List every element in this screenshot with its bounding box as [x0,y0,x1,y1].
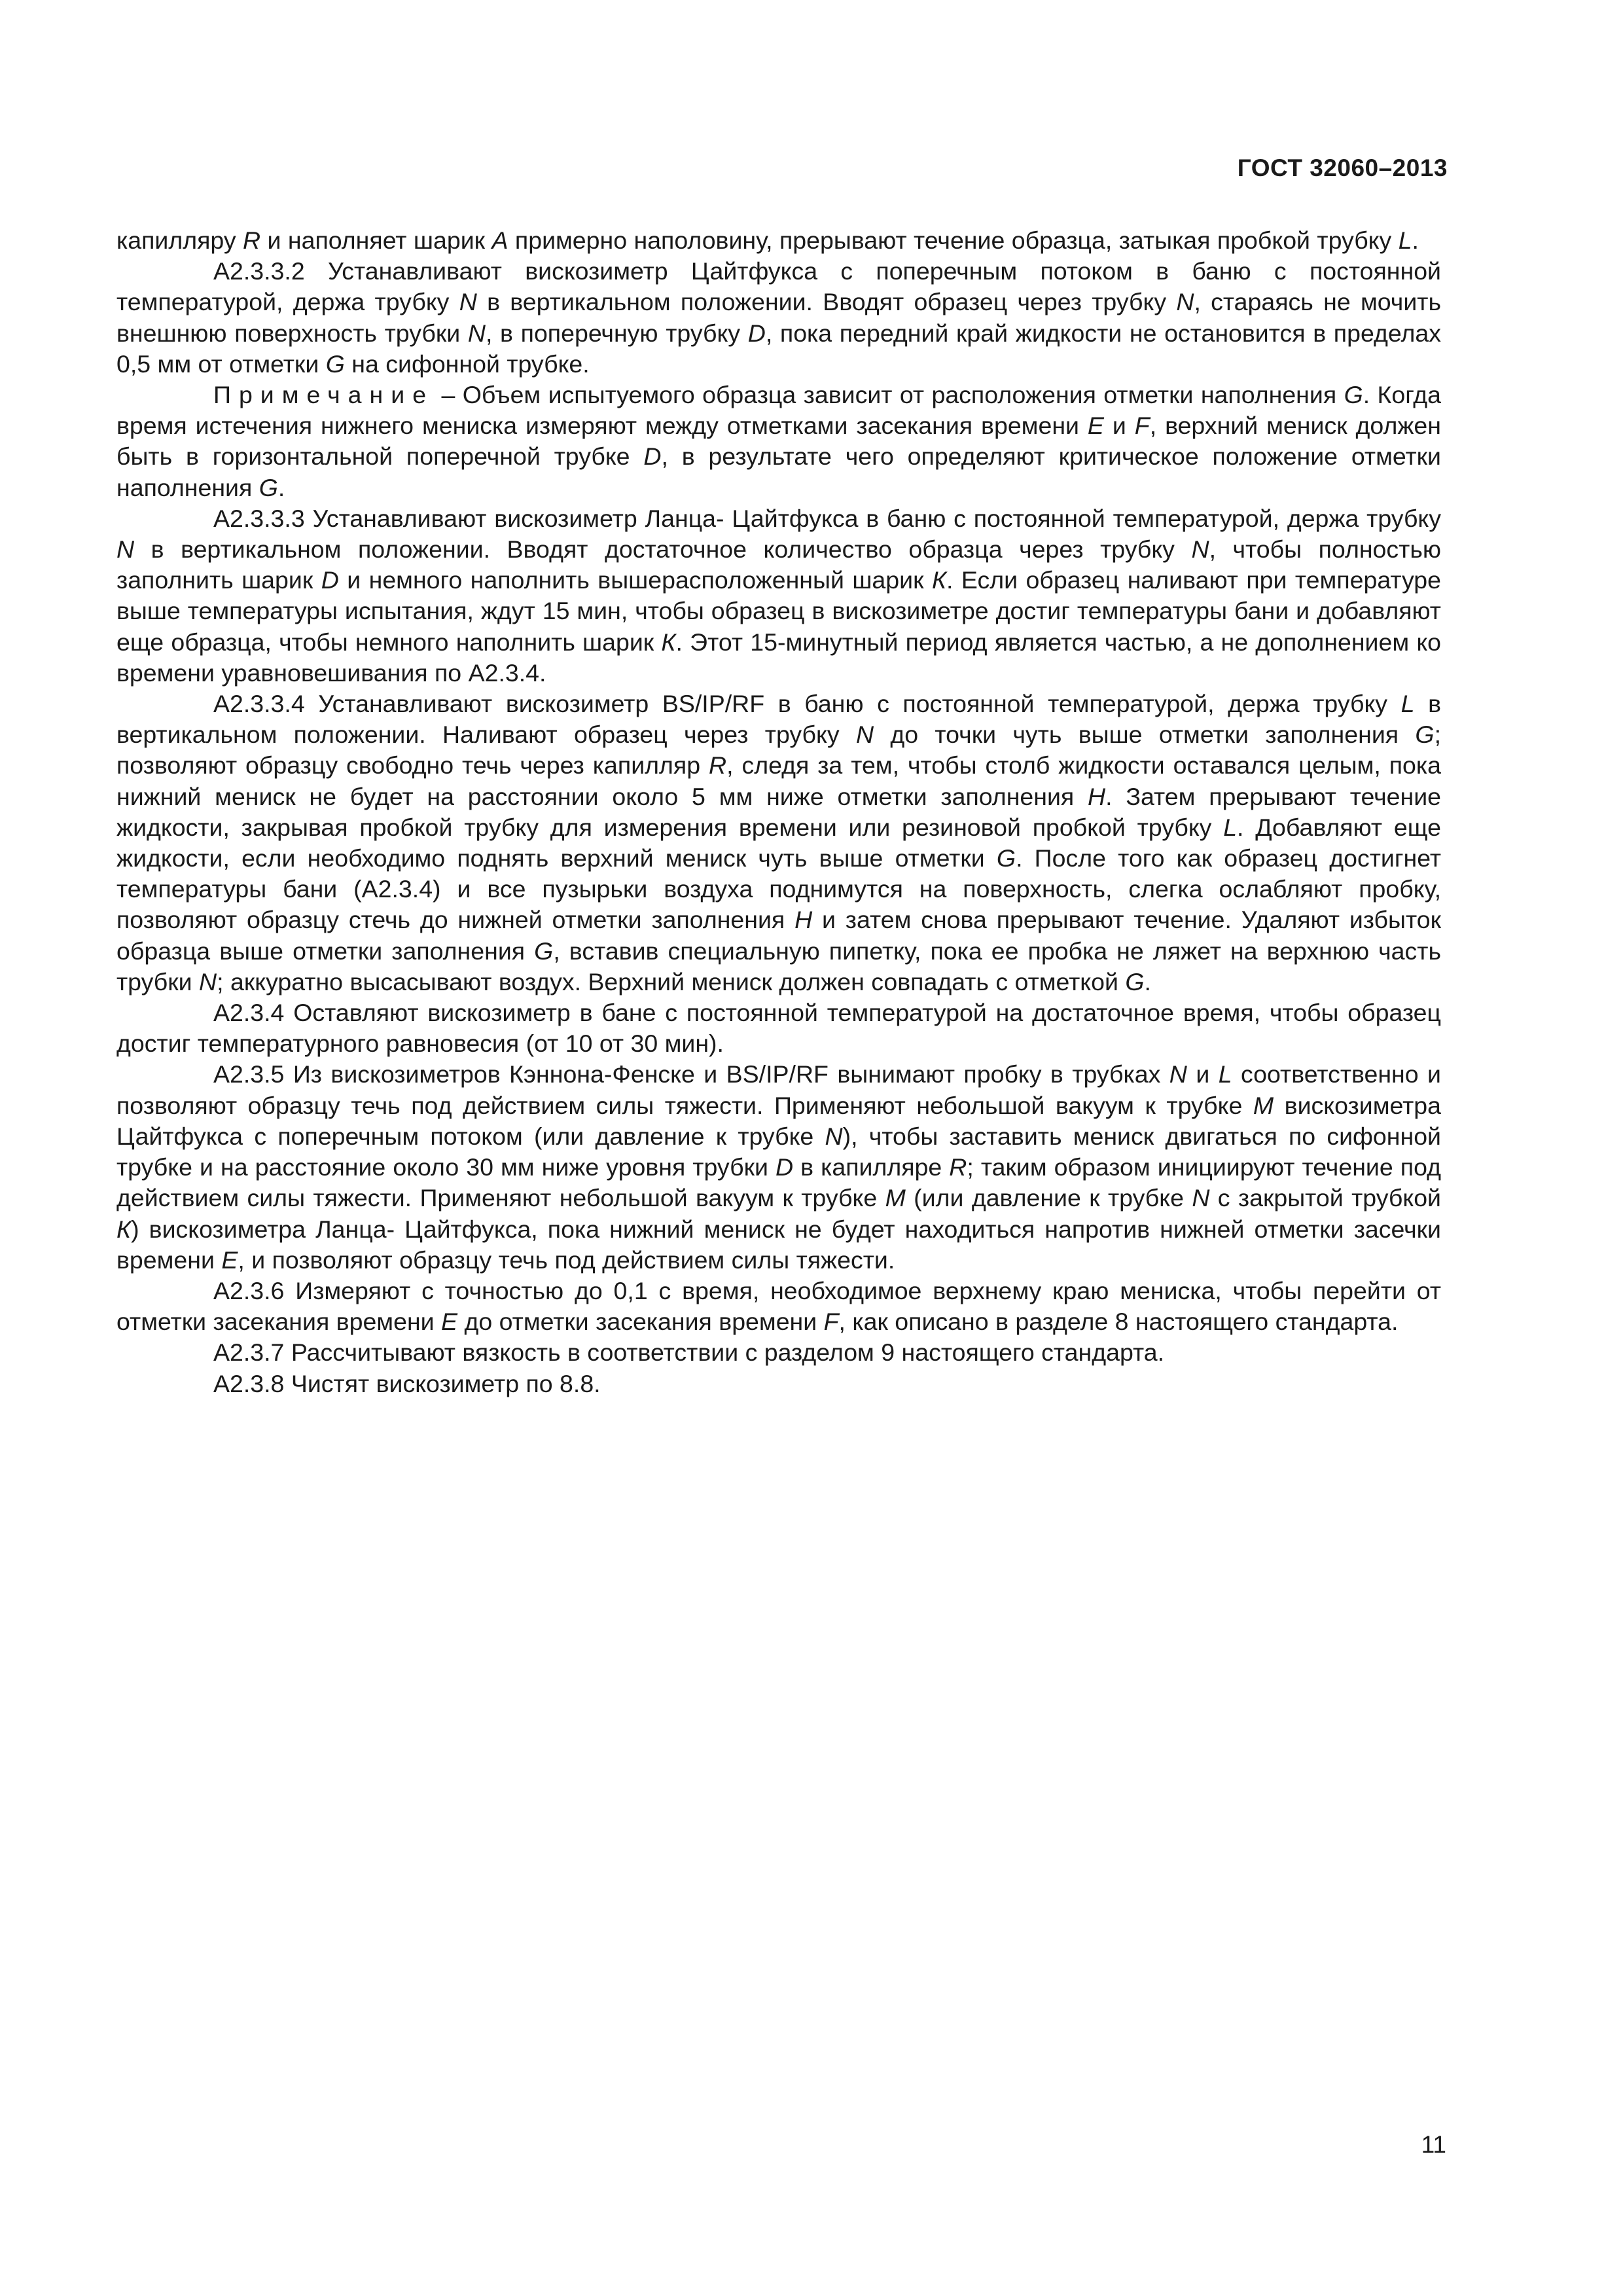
text-run: на сифонной трубке. [344,350,590,378]
paragraph-p2 [116,380,1441,503]
text-run: ), чтобы заставить мениск двигаться по сифонной трубке и на расстояние около 30 мм ниже уровня трубки [116,1122,1441,1181]
paragraph-p0 [116,225,1441,256]
text-run: в вертикальном положении. Вводят образец через трубку [476,288,1177,316]
text-run: в вертикальном положении. Наливают образец через трубку [116,690,1442,749]
italic-symbol: G [1415,721,1435,749]
text-run: вискозиметра Цайтфукса с поперечным потоком (или давление к трубке [116,1091,1441,1150]
text-run: . [1412,226,1419,254]
italic-symbol: N [116,535,135,564]
italic-symbol: N [825,1122,843,1150]
italic-symbol: D [775,1153,794,1181]
text-run: , верхний мениск должен быть в горизонтальной поперечной трубке [116,412,1441,471]
text-run: ; позволяют образцу свободно течь через капилляр [116,721,1441,780]
text-run: . Затем прерывают течение жидкости, закрывая пробкой трубку для измерения времени или резиновой пробкой трубку [116,782,1441,841]
text-run: ; аккуратно высасывают воздух. Верхний мениск должен совпадать с отметкой [217,967,1126,996]
text-run: . Когда время истечения нижнего мениска измеряют между отметками засекания времени [116,381,1441,440]
italic-symbol: D [747,319,766,347]
italic-symbol: М [1253,1091,1274,1119]
italic-symbol: Е [1087,412,1104,440]
italic-symbol: D [643,442,662,471]
italic-symbol: G [259,473,278,501]
text-run: А2.3.4 Оставляют вискозиметр в бане с постоянной температурой на достаточное время, чтобы образец достиг температурного равновесия (от 10 от 30 мин). [116,999,1441,1058]
text-run: с закрытой трубкой [1209,1184,1441,1212]
text-run: , и позволяют образцу течь под действием силы тяжести. [238,1246,895,1274]
note-label: Примечание [213,381,435,409]
text-run: А2.3.5 Из вискозиметров Кэннона-Фенске и BS/IP/RF вынимают пробку в трубках [213,1060,1169,1088]
text-run: капилляру [116,226,243,254]
text-run: в капилляре [793,1153,950,1181]
italic-symbol: F [823,1308,839,1336]
text-run: и немного наполнить вышерасположенный шарик [338,566,932,594]
italic-symbol: А [491,226,508,254]
paragraph-p4 [116,689,1441,997]
text-run: А2.3.7 Рассчитывают вязкость в соответствии с разделом 9 настоящего стандарта. [213,1338,1165,1367]
italic-symbol: D [321,566,339,594]
italic-symbol: N [1192,1184,1210,1212]
italic-symbol: G [1344,381,1363,409]
italic-symbol: N [199,967,217,996]
italic-symbol: N [467,319,486,347]
italic-symbol: G [325,350,345,378]
paragraph-p7 [116,1276,1441,1337]
text-run: в вертикальном положении. Вводят достаточное количество образца через трубку [134,535,1192,564]
text-run: А2.3.3.4 Устанавливают вискозиметр BS/IP/RF в баню с постоянной температурой, держа трубку [213,690,1401,718]
text-run: , следя за тем, чтобы столб жидкости оставался целым, пока нижний мениск не будет на расстоянии около 5 мм ниже отметки заполнения [116,751,1441,810]
text-run: и наполняет шарик [260,226,492,254]
text-run: А2.3.3.3 Устанавливают вискозиметр Ланца- Цайтфукса в баню с постоянной температурой, держа трубку [213,504,1441,532]
text-run: и [1186,1060,1219,1088]
text-run: и затем снова прерывают течение. Удаляют избыток образца выше отметки заполнения [116,906,1441,965]
italic-symbol: Н [794,906,813,934]
text-run: , в поперечную трубку [485,319,748,347]
text-run: – Объем испытуемого образца зависит от расположения отметки наполнения [434,381,1344,409]
italic-symbol: N [1191,535,1209,564]
text-run: , пока передний край жидкости не остановится в пределах 0,5 мм от отметки [116,319,1441,378]
italic-symbol: L [1400,690,1415,718]
italic-symbol: К [116,1215,132,1243]
italic-symbol: F [1134,412,1150,440]
text-run: А2.3.8 Чистят вискозиметр по 8.8. [213,1369,601,1397]
paragraph-p1 [116,256,1441,380]
text-run: , как описано в разделе 8 настоящего стандарта. [838,1308,1399,1336]
paragraph-p9 [116,1369,1441,1399]
italic-symbol: G [1125,967,1145,996]
paragraph-p5 [116,997,1441,1059]
italic-symbol: R [243,226,261,254]
text-run: . После того как образец достигнет температуры бани (А2.3.4) и все пузырьки воздуха поднимутся на поверхность, слегка ослабляют пробку, позволяют образцу стечь до нижней отметки заполнения [116,844,1441,934]
text-run: А2.3.3.2 Устанавливают вискозиметр Цайтфукса с поперечным потоком в баню с постоянной температурой, держа трубку [116,257,1441,316]
text-run: (или давление к трубке [905,1184,1192,1212]
text-run: и [1103,412,1135,440]
italic-symbol: R [709,751,727,780]
text-run: до точки чуть выше отметки заполнения [874,721,1416,749]
text-run: . [277,473,285,501]
text-run: . Этот 15-минутный период является частью, а не дополнением ко времени уравновешивания по А2.3.4. [116,628,1441,687]
italic-symbol: L [1398,226,1412,254]
text-run: до отметки засекания времени [457,1308,824,1336]
text-run: . [1144,967,1151,996]
text-run: . Если образец наливают при температуре выше температуры испытания, ждут 15 мин, чтобы образец в вискозиметре достиг температуры бани и добавляют еще образца, чтобы немного наполнить шарик [116,566,1442,656]
italic-symbol: R [949,1153,967,1181]
text-run: ; таким образом инициируют течение под действием силы тяжести. Применяют небольшой вакуум к трубке [116,1153,1441,1212]
italic-symbol: L [1218,1060,1232,1088]
text-run: соответственно и позволяют образцу течь под действием силы тяжести. Применяют небольшой вакуум к трубке [116,1060,1441,1119]
italic-symbol: N [855,721,874,749]
text-run: , стараясь не мочить внешнюю поверхность трубки [116,288,1441,347]
document-body [116,225,1441,1399]
italic-symbol: G [996,844,1016,872]
text-run: , чтобы полностью заполнить шарик [116,535,1441,594]
text-run: А2.3.6 Измеряют с точностью до 0,1 с время, необходимое верхнему краю мениска, чтобы перейти от отметки засекания времени [116,1276,1441,1336]
text-run: . Добавляют еще жидкости, если необходимо поднять верхний мениск чуть выше отметки [116,813,1441,872]
paragraph-p6 [116,1059,1441,1275]
italic-symbol: N [459,288,477,316]
italic-symbol: N [1169,1060,1187,1088]
italic-symbol: G [534,937,554,965]
paragraph-p8 [116,1337,1441,1368]
text-run: примерно наполовину, прерывают течение образца, затыкая пробкой трубку [508,226,1399,254]
italic-symbol: N [1176,288,1194,316]
paragraph-p3 [116,503,1441,689]
page-number: 11 [1421,2131,1446,2158]
italic-symbol: Е [221,1246,238,1274]
italic-symbol: L [1223,813,1238,841]
italic-symbol: Н [1088,782,1106,810]
text-run: , в результате чего определяют критическое положение отметки наполнения [116,442,1441,501]
italic-symbol: М [885,1184,906,1212]
italic-symbol: К [931,566,947,594]
text-run: ) вискозиметра Ланца- Цайтфукса, пока нижний мениск не будет находиться напротив нижней отметки засечки времени [116,1215,1441,1274]
text-run: , вставив специальную пипетку, пока ее пробка не ляжет на верхнюю часть трубки [116,937,1441,996]
document-header-standard-number: ГОСТ 32060–2013 [1237,154,1448,181]
italic-symbol: К [661,628,676,656]
italic-symbol: Е [441,1308,458,1336]
